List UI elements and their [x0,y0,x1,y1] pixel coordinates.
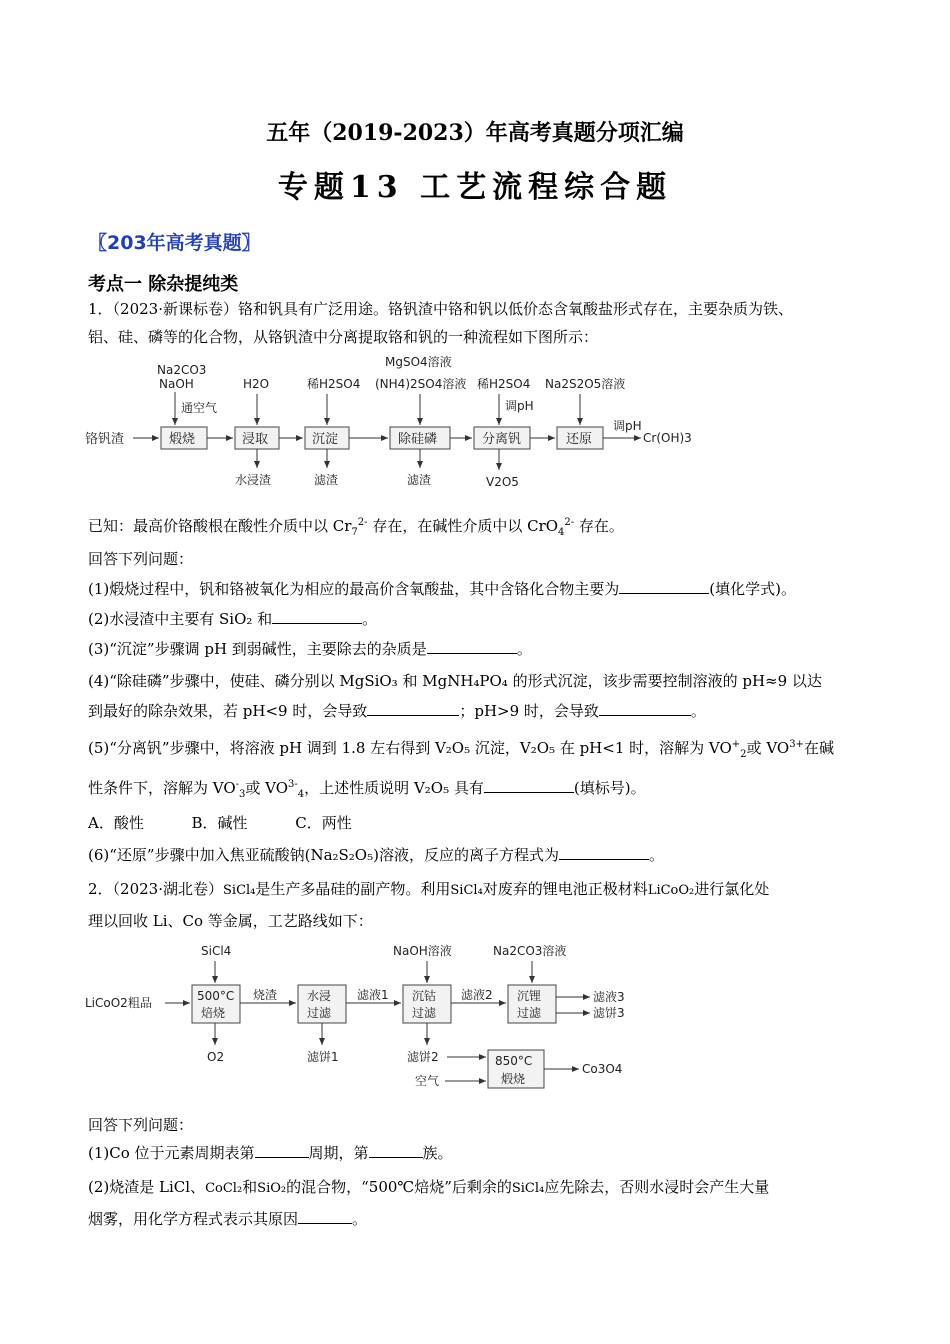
q1-input-na2s2o5: Na2S2O5溶液 [545,377,626,391]
q1-input-h2so4-1: 稀H2SO4 [307,377,361,391]
q1-part1-end: (填化学式)。 [709,580,796,598]
q2-part1-blank-1[interactable] [255,1143,309,1158]
q2-part2-b: 和 [242,1178,258,1196]
q1-part4-a: 到最好的除杂效果，若 pH<9 时，会导致 [88,702,368,720]
q1-part6-blank[interactable] [559,845,649,860]
q1-part2 [88,608,868,630]
q2-box-roast-temp: 500°C [197,989,235,1003]
q1-step-3: 沉淀 [312,432,339,447]
q2-output-cake1: 滤饼1 [307,1050,339,1064]
q1-part1 [88,578,868,600]
q1-input-na2co3: Na2CO3 [157,363,207,377]
q1-part5-c: 在碱 [803,739,834,757]
q2-sicl4-2: SiCl₄ [450,883,483,898]
q2-sicl4-3: SiCl₄ [511,1181,545,1196]
q1-part5-b: 或 VO [746,739,790,757]
q2-flow-slag: 烧渣 [253,988,278,1002]
q2-licoo2: LiCoO₂ [647,883,695,898]
document-title: 五年（2019-2023）年高考真题分项汇编 [266,120,684,146]
q1-input-ph2: 调pH [613,419,642,433]
q1-input-nh4so4: (NH4)2SO4溶液 [375,377,467,391]
q1-part5-line2 [88,774,868,806]
q1-output-v2o5: V2O5 [486,475,519,489]
q1-intro-line1: 1．（2023·新课标卷）铬和钒具有广泛用途。铬钒渣中铬和钒以低价态含氧酸盐形式存在，主要杂质为铁、 [88,300,793,318]
q1-known-cr-sup: 2- [357,517,368,528]
q1-input-h2so4-2: 稀H2SO4 [477,377,531,391]
q2-box-leach-2: 过滤 [307,1006,332,1020]
q1-known-line [88,512,868,544]
q1-known-cr-sub: 7 [351,527,358,538]
q1-part1-blank[interactable] [619,579,709,594]
q2-intro-line1 [88,878,868,902]
q2-start-label: LiCoO2粗品 [85,996,152,1010]
q1-part3 [88,638,868,660]
q2-output-filtrate3: 滤液3 [593,990,625,1004]
q2-intro-a: 2．（2023·湖北卷） [88,880,223,898]
q1-input-mgso4: MgSO4溶液 [385,355,452,369]
q1-part5-vo4-sup: 3- [288,779,298,790]
q2-box-leach-1: 水浸 [307,989,332,1003]
q1-part2-text: (2)水浸渣中主要有 SiO₂ 和 [88,610,273,628]
q2-output-o2: O2 [207,1050,225,1064]
q1-part4-line1: (4)“除硅磷”步骤中，使硅、磷分别以 MgSiO₃ 和 MgNH₄PO₄ 的形式沉淀，该步需要控制溶液的 pH≈9 以达 [88,672,822,690]
q2-part1 [88,1142,868,1164]
q2-part2-e: 烟雾，用化学方程式表示其原因 [88,1210,299,1228]
q1-part6-end: 。 [648,846,664,864]
q1-part4-line2 [88,700,868,722]
q2-box-lithium-2: 过滤 [517,1006,542,1020]
q2-input-sicl4: SiCl4 [201,944,232,958]
q2-intro-c: 对废弃的锂电池正极材料 [482,880,648,898]
q1-intro-line2: 铝、硅、磷等的化合物，从铬钒渣中分离提取铬和钒的一种流程如下图所示： [88,328,599,346]
q1-input-ph1: 调pH [505,399,534,413]
q2-sicl4-1: SiCl₄ [223,883,256,898]
q1-output-croh3: Cr(OH)3 [643,431,692,445]
q1-known-cro4-sub: 4 [558,527,565,538]
q1-part4-b: ；pH>9 时，会导致 [459,702,599,720]
q2-sio2: SiO₂ [257,1181,287,1196]
q2-flow-filtrate1: 滤液1 [357,988,389,1002]
q1-part3-end: 。 [516,640,532,658]
q2-part2-blank[interactable] [298,1209,352,1224]
q2-input-na2co3: Na2CO3溶液 [493,944,567,958]
q1-input-naoh: NaOH [159,377,194,391]
q1-part5-vo3plus-sup: 3+ [789,739,804,750]
q2-input-air: 空气 [415,1074,440,1088]
q1-part5-vo3-sup: - [235,779,240,790]
q1-part4-blank-1[interactable] [367,701,459,716]
q1-step-6: 还原 [566,432,593,447]
q1-step-5: 分离钒 [482,432,522,447]
q2-part1-blank-2[interactable] [369,1143,423,1158]
q1-input-h2o: H2O [243,377,270,391]
q2-input-naoh: NaOH溶液 [393,944,452,958]
q2-box-cobalt-1: 沉钴 [412,989,437,1003]
topic-label: 考点一 除杂提纯类 [88,274,239,295]
q1-part3-text: (3)“沉淀”步骤调 pH 到弱碱性，主要除去的杂质是 [88,640,427,658]
q2-part2-d: 应先除去，否则水浸时会产生大量 [544,1178,770,1196]
q1-known-a: 已知：最高价铬酸根在酸性介质中以 Cr [88,517,352,535]
q1-part4-blank-2[interactable] [599,701,691,716]
q2-part2-f: 。 [352,1210,368,1228]
q2-part1-c: 族。 [422,1144,453,1162]
q1-known-b: 存在，在碱性介质中以 CrO [367,517,559,535]
q2-intro-b: 是生产多晶硅的副产物。利用 [255,880,451,898]
q1-answer-prompt: 回答下列问题： [88,550,194,568]
q2-box-cobalt-2: 过滤 [412,1006,437,1020]
q1-part5-e: 或 VO [245,779,289,797]
q1-output-residue-water: 水浸渣 [235,473,272,487]
q2-part1-a: (1)Co 位于元素周期表第 [88,1144,255,1162]
q2-part1-b: 周期，第 [308,1144,369,1162]
q2-output-co3o4: Co3O4 [582,1062,623,1076]
q1-part5-f: ，上述性质说明 V₂O₅ 具有 [304,779,484,797]
q2-cocl2: CoCl₂ [205,1181,243,1196]
q2-flow-filtrate2: 滤液2 [461,988,493,1002]
q2-box-lithium-1: 沉锂 [517,989,542,1003]
q1-step-4: 除硅磷 [398,432,438,447]
section-heading: 〖203年高考真题〗 [88,232,261,254]
q1-part5-a: (5)“分离钒”步骤中，将溶液 pH 调到 1.8 左右得到 V₂O₅ 沉淀，V₂O₅ 在 pH<1 时，溶解为 VO [88,739,732,757]
q1-known-cro4-sup: 2- [564,517,575,528]
q2-output-cake3: 滤饼3 [593,1006,625,1020]
q1-part5-vo3-sub: 3 [239,789,246,800]
q2-part2-line2 [88,1208,868,1230]
topic-title: 专题13 工艺流程综合题 [277,170,673,205]
q1-part2-blank[interactable] [272,609,362,624]
q1-part3-blank[interactable] [427,639,517,654]
q1-part5-d: 性条件下，溶解为 VO [88,779,236,797]
q2-intro-d: 进行氯化处 [694,880,770,898]
q1-output-residue-2: 滤渣 [407,473,432,487]
q1-part5-vo4-sub: 4 [297,789,305,800]
q1-part5-blank[interactable] [484,778,574,793]
q2-box-calcine-label: 煅烧 [501,1072,526,1086]
q2-answer-prompt: 回答下列问题： [88,1116,194,1134]
q1-step-1: 煅烧 [169,432,196,447]
q1-part6 [88,844,868,866]
q1-start-label: 铬钒渣 [85,432,125,447]
q1-part5-vo2-sub: 2 [740,749,747,760]
q1-part5-vo2-sup: + [731,739,741,750]
q1-part1-text: (1)煅烧过程中，钒和铬被氧化为相应的最高价含氧酸盐，其中含铬化合物主要为 [88,580,620,598]
q2-output-cake2: 滤饼2 [407,1050,439,1064]
q2-intro-line2: 理以回收 Li、Co 等金属，工艺路线如下： [88,912,373,930]
q1-part5-line1 [88,734,868,766]
q2-box-roast-label: 焙烧 [201,1006,226,1020]
q1-step-2: 浸取 [242,432,269,447]
q2-box-calcine-temp: 850°C [495,1054,533,1068]
q1-known-c: 存在。 [574,517,624,535]
q1-output-residue-1: 滤渣 [314,473,339,487]
q2-flow-diagram [85,935,685,1095]
q1-flow-diagram [85,350,725,495]
q1-part5-g: (填标号)。 [573,779,646,797]
q2-part2-a: (2)烧渣是 LiCl、 [88,1178,206,1196]
q1-input-air: 通空气 [181,401,218,415]
q1-part2-end: 。 [362,610,378,628]
q1-part4-c: 。 [690,702,706,720]
q2-part2-line1 [88,1176,868,1200]
q1-part6-text: (6)“还原”步骤中加入焦亚硫酸钠(Na₂S₂O₅)溶液，反应的离子方程式为 [88,846,559,864]
q1-options: A．酸性 B．碱性 C．两性 [88,814,352,832]
q2-part2-c: 的混合物，“500℃焙烧”后剩余的 [286,1178,512,1196]
